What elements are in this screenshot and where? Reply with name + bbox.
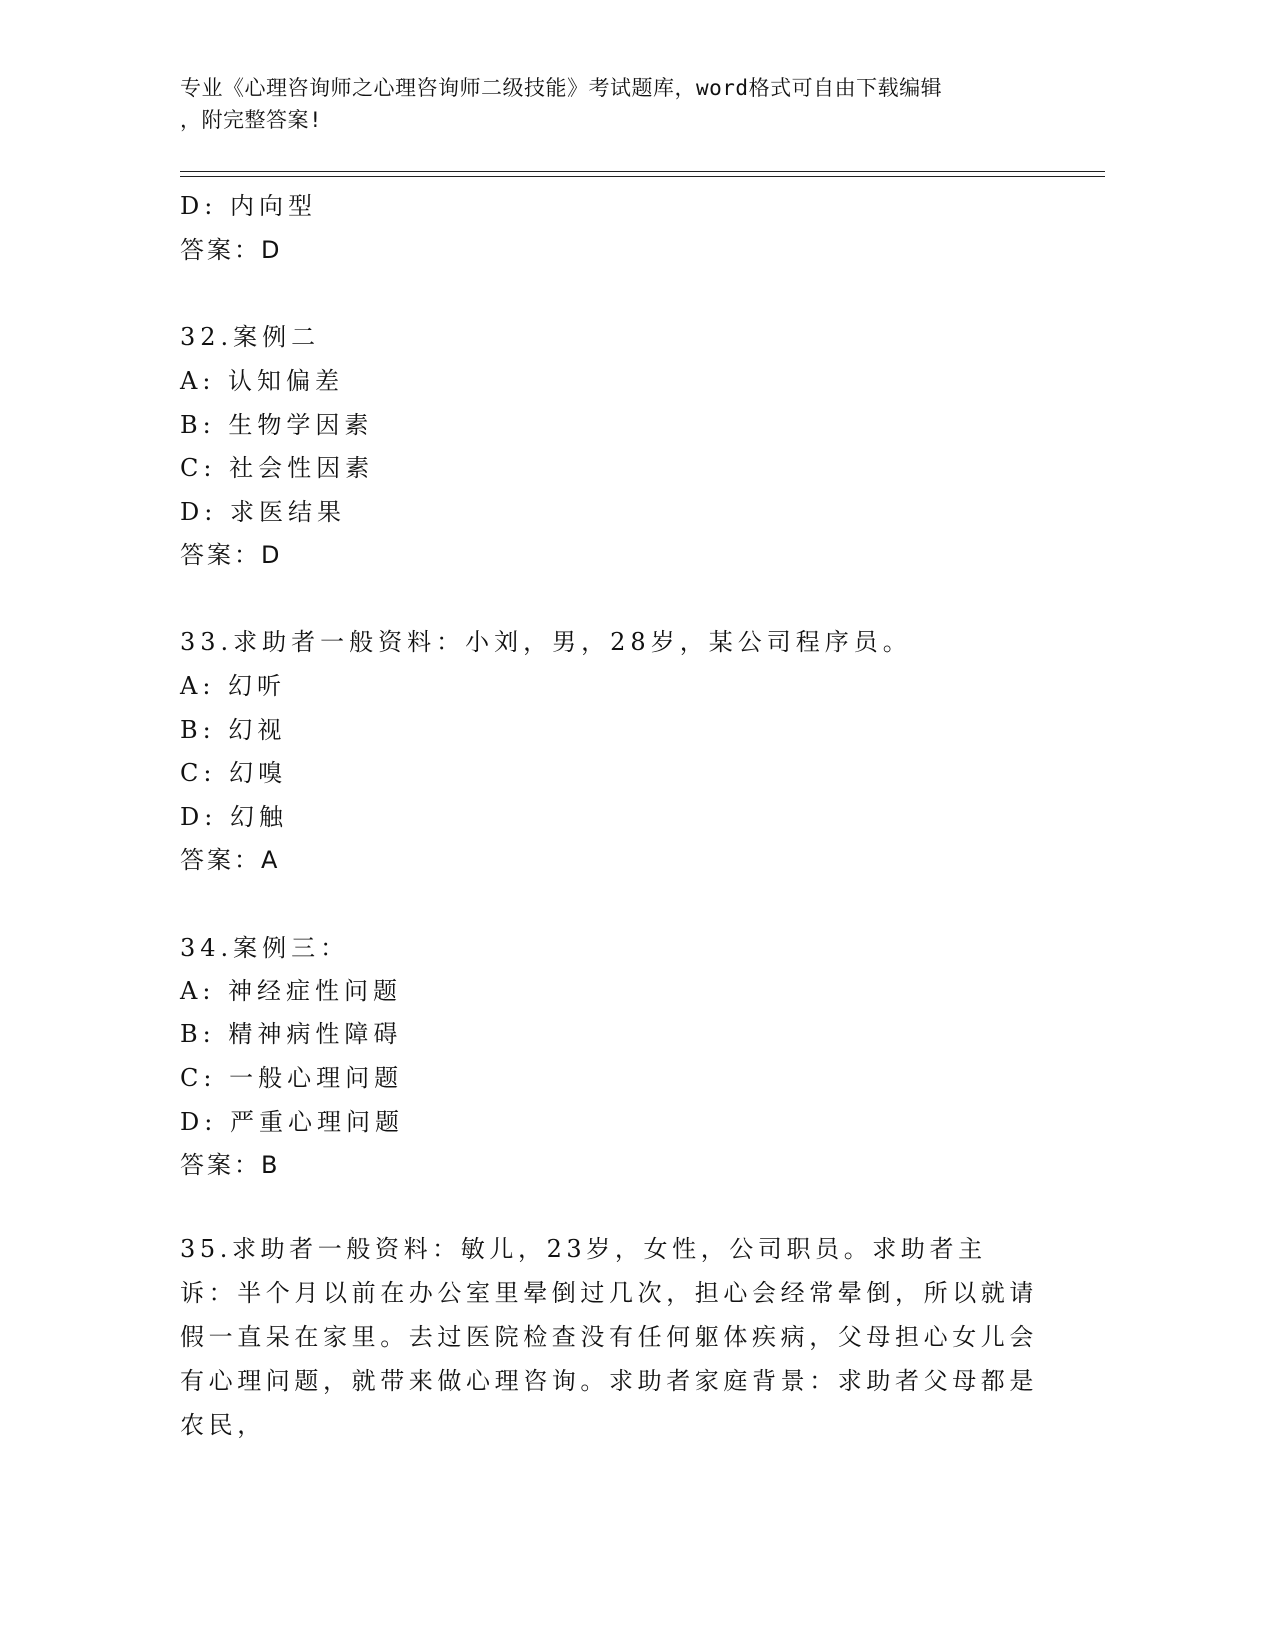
q34-option-c: C: 一般心理问题 xyxy=(180,1064,404,1092)
header-line-2: ，附完整答案! xyxy=(180,108,323,132)
q34-option-a: A: 神经症性问题 xyxy=(180,977,403,1005)
q32-option-d: D: 求医结果 xyxy=(180,498,346,526)
q31-option-d: D: 内向型 xyxy=(180,192,317,220)
q32-answer: 答案：D xyxy=(180,541,283,569)
q34-question: 34.案例三： xyxy=(180,934,350,962)
q32-option-b: B: 生物学因素 xyxy=(180,411,374,439)
document-header xyxy=(180,72,1060,136)
q33-option-c: C: 幻嗅 xyxy=(180,759,288,787)
q33-option-b: B: 幻视 xyxy=(180,716,287,744)
q34-option-b: B: 精神病性障碍 xyxy=(180,1020,403,1048)
q35-question: 35.求助者一般资料：敏儿，23岁，女性，公司职员。求助者主诉：半个月以前在办公室里晕倒过几次，担心会经常晕倒，所以就请假一直呆在家里。去过医院检查没有任何躯体疾病，父母担心女儿会有心理问题，就带来做心理咨询。求助者家庭背景：求助者父母都是农民， xyxy=(180,1235,1038,1439)
q32-option-a: A: 认知偏差 xyxy=(180,367,345,395)
q33-question: 33.求助者一般资料：小刘，男，28岁，某公司程序员。 xyxy=(180,628,912,656)
q34-answer: 答案：B xyxy=(180,1151,281,1179)
header-line-1: 专业《心理咨询师之心理咨询师二级技能》考试题库，word格式可自由下载编辑 xyxy=(180,76,943,100)
header-divider-bottom xyxy=(180,176,1105,177)
header-divider-top xyxy=(180,171,1105,172)
q33-option-a: A: 幻听 xyxy=(180,672,287,700)
q33-answer: 答案：A xyxy=(180,846,281,874)
q32-question: 32.案例二 xyxy=(180,323,321,351)
q33-option-d: D: 幻触 xyxy=(180,803,288,831)
q32-option-c: C: 社会性因素 xyxy=(180,454,375,482)
q31-answer: 答案：D xyxy=(180,236,283,264)
q34-option-d: D: 严重心理问题 xyxy=(180,1108,404,1136)
